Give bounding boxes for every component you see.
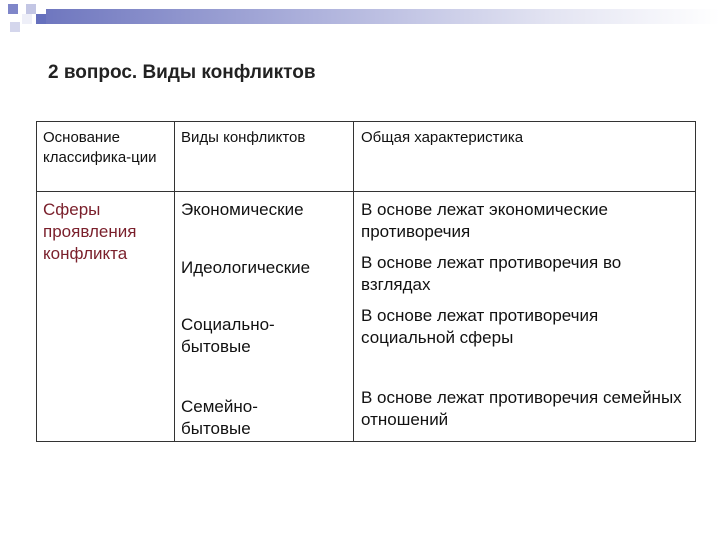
decor-square bbox=[22, 14, 32, 24]
slide-title: 2 вопрос. Виды конфликтов bbox=[48, 62, 316, 83]
conflict-type: Идеологические bbox=[181, 258, 311, 277]
header-description: Общая характеристика bbox=[361, 129, 524, 146]
header-types: Виды конфликтов bbox=[181, 129, 306, 146]
decor-square bbox=[36, 14, 46, 24]
classification-table bbox=[36, 121, 696, 442]
conflict-description: В основе лежат противоречия во взглядах bbox=[361, 253, 622, 295]
decor-square bbox=[10, 22, 20, 32]
column-divider bbox=[353, 122, 354, 441]
header-basis: Основание классифика-ции bbox=[43, 129, 157, 166]
conflict-description: В основе лежат противоречия семейных отношений bbox=[361, 388, 682, 430]
decor-square bbox=[8, 4, 18, 14]
basis-cell: Сферы проявления конфликта bbox=[43, 200, 137, 264]
conflict-type: Социально-бытовые bbox=[181, 315, 275, 357]
header-divider bbox=[37, 191, 695, 192]
conflict-type: Семейно-бытовые bbox=[181, 397, 258, 439]
conflict-description: В основе лежат противоречия социальной сферы bbox=[361, 306, 599, 348]
decor-square bbox=[26, 4, 36, 14]
conflict-description: В основе лежат экономические противоречия bbox=[361, 200, 609, 242]
column-divider bbox=[174, 122, 175, 441]
conflict-type: Экономические bbox=[181, 200, 304, 219]
decor-gradient-bar bbox=[46, 9, 720, 24]
